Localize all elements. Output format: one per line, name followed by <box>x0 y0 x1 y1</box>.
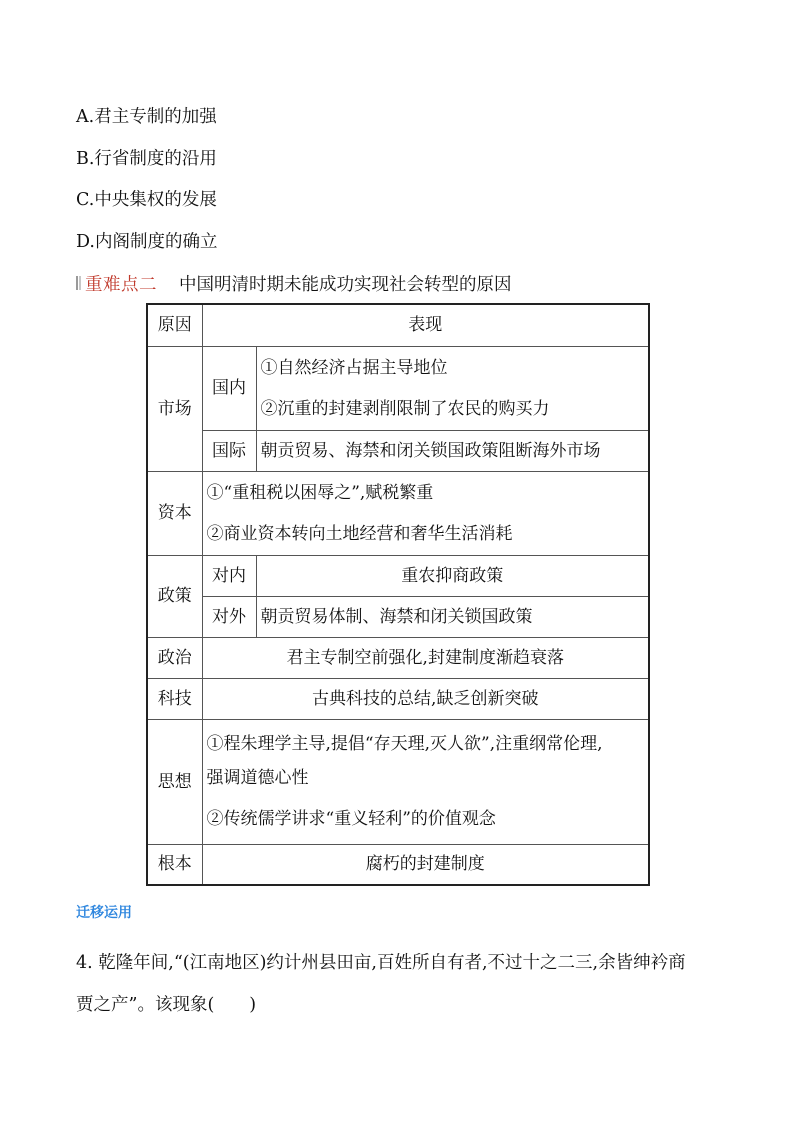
thought-item-1a: ①程朱理学主导,提倡“存天理,灭人欲”,注重纲常伦理, <box>206 734 603 754</box>
politics-label: 政治 <box>147 637 202 678</box>
section-marker-icon <box>76 276 81 290</box>
option-c: C.中央集权的发展 <box>76 190 217 210</box>
table-row <box>147 346 649 430</box>
politics-text: 君主专制空前强化,封建制度渐趋衰落 <box>202 637 649 678</box>
header-reason: 原因 <box>147 304 202 346</box>
option-a: A.君主专制的加强 <box>76 107 217 127</box>
international-text: 朝贡贸易、海禁和闭关锁国政策阻断海外市场 <box>256 430 649 471</box>
external-text: 朝贡贸易体制、海禁和闭关锁国政策 <box>256 596 649 637</box>
table-row <box>147 555 649 596</box>
thought-label: 思想 <box>147 719 202 844</box>
domestic-item-1: ①自然经济占据主导地位 <box>260 357 448 378</box>
capital-label: 资本 <box>147 471 202 555</box>
table-header-row <box>147 304 649 346</box>
internal-text: 重农抑商政策 <box>256 555 649 596</box>
domestic-item-2: ②沉重的封建剥削限制了农民的购买力 <box>260 398 550 419</box>
reasons-table <box>146 303 650 886</box>
table-row <box>147 596 649 637</box>
root-text: 腐朽的封建制度 <box>202 844 649 885</box>
question-line-1: 4. 乾隆年间,“(江南地区)约计州县田亩,百姓所自有者,不过十之二三,余皆绅衿商 <box>76 953 686 973</box>
internal-label: 对内 <box>202 555 256 596</box>
table-row <box>147 678 649 719</box>
transfer-label: 迁移运用 <box>76 905 132 921</box>
technology-label: 科技 <box>147 678 202 719</box>
domestic-cell <box>256 346 649 430</box>
capital-item-1: ①“重租税以困辱之”,赋税繁重 <box>206 482 434 503</box>
thought-item-1b: 强调道德心性 <box>206 768 309 788</box>
option-d: D.内阁制度的确立 <box>76 232 218 252</box>
policy-label: 政策 <box>147 555 202 637</box>
capital-cell <box>202 471 649 555</box>
thought-item-2: ②传统儒学讲求“重义轻利”的价值观念 <box>206 809 496 829</box>
table-row <box>147 637 649 678</box>
section-label: 重难点二 <box>85 274 157 295</box>
table-row <box>147 719 649 844</box>
thought-cell <box>202 719 649 844</box>
section-heading <box>76 272 512 294</box>
question-line-2: 贾之产”。该现象( ) <box>76 995 257 1015</box>
header-manifestation: 表现 <box>202 304 649 346</box>
capital-item-2: ②商业资本转向土地经营和奢华生活消耗 <box>206 523 513 544</box>
table-row <box>147 844 649 885</box>
option-b: B.行省制度的沿用 <box>76 149 217 169</box>
market-label: 市场 <box>147 346 202 471</box>
domestic-label: 国内 <box>202 346 256 430</box>
technology-text: 古典科技的总结,缺乏创新突破 <box>202 678 649 719</box>
table-row <box>147 430 649 471</box>
section-title: 中国明清时期未能成功实现社会转型的原因 <box>179 274 512 295</box>
question-4 <box>76 942 756 1026</box>
root-label: 根本 <box>147 844 202 885</box>
table-row <box>147 471 649 555</box>
external-label: 对外 <box>202 596 256 637</box>
international-label: 国际 <box>202 430 256 471</box>
